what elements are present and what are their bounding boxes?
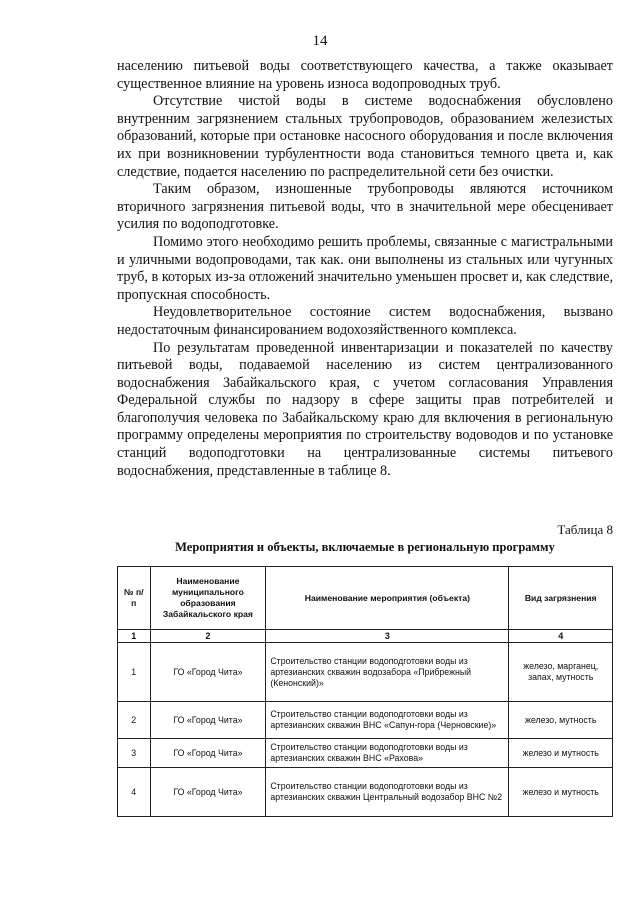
row-event: Строительство станции водоподготовки воды из артезианских скважин водозабора «Прибрежный (Кенонский)» bbox=[266, 643, 509, 702]
paragraph: По результатам проведенной инвентаризации и показателей по качеству питьевой воды, подаваемой населению из систем централизованного водоснабжения Забайкальского края, с учетом согласования Управления Федеральной службы по надзору в сфере защиты прав потребителей и благополучия человека по Забайкальскому краю для включения в региональную программу определены мероприятия по строительству водоводов и по установке станций водоподготовки на централизованные системы питьевого водоснабжения, представленные в таблице 8. bbox=[117, 339, 613, 479]
header-pollution: Вид загрязнения bbox=[509, 567, 613, 630]
row-pollution: железо, марганец, запах, мутность bbox=[509, 643, 613, 702]
table-row bbox=[118, 768, 613, 817]
column-number: 4 bbox=[509, 630, 613, 643]
column-number-row bbox=[118, 630, 613, 643]
events-table bbox=[117, 566, 613, 817]
column-number: 1 bbox=[118, 630, 151, 643]
header-municipality: Наименование муниципального образования Забайкальского края bbox=[150, 567, 266, 630]
column-number: 2 bbox=[150, 630, 266, 643]
row-num: 2 bbox=[118, 702, 151, 739]
header-num: № п/п bbox=[118, 567, 151, 630]
row-event: Строительство станции водоподготовки воды из артезианских скважин ВНС «Рахова» bbox=[266, 739, 509, 768]
paragraph: населению питьевой воды соответствующего качества, а также оказывает существенное влияние на уровень износа водопроводных труб. bbox=[117, 58, 613, 92]
table-header-row bbox=[118, 567, 613, 630]
header-event: Наименование мероприятия (объекта) bbox=[266, 567, 509, 630]
row-num: 4 bbox=[118, 768, 151, 817]
paragraph: Таким образом, изношенные трубопроводы являются источником вторичного загрязнения питьевой воды, что в значительной мере обесценивает усилия по водоподготовке. bbox=[117, 181, 613, 233]
row-pollution: железо и мутность bbox=[509, 739, 613, 768]
row-event: Строительство станции водоподготовки воды из артезианских скважин Центральный водозабор ВНС №2 bbox=[266, 768, 509, 817]
row-municipality: ГО «Город Чита» bbox=[150, 739, 266, 768]
table-row bbox=[118, 643, 613, 702]
table-row bbox=[118, 739, 613, 768]
row-pollution: железо, мутность bbox=[509, 702, 613, 739]
row-pollution: железо и мутность bbox=[509, 768, 613, 817]
row-municipality: ГО «Город Чита» bbox=[150, 768, 266, 817]
row-num: 1 bbox=[118, 643, 151, 702]
table-row bbox=[118, 702, 613, 739]
paragraph: Помимо этого необходимо решить проблемы, связанные с магистральными и уличными водопроводами, так как. они выполнены из стальных или чугунных труб, в которых из-за отложений значительно уменьшен просвет и, как следствие, пропускная способность. bbox=[117, 233, 613, 303]
row-event: Строительство станции водоподготовки воды из артезианских скважин ВНС «Сапун-гора (Черновские)» bbox=[266, 702, 509, 739]
row-municipality: ГО «Город Чита» bbox=[150, 702, 266, 739]
column-number: 3 bbox=[266, 630, 509, 643]
row-municipality: ГО «Город Чита» bbox=[150, 643, 266, 702]
table-label: Таблица 8 bbox=[557, 522, 613, 537]
body-text bbox=[117, 58, 613, 480]
paragraph: Отсутствие чистой воды в системе водоснабжения обусловлено внутренним загрязнением стальных трубопроводов, образованием железистых образований, которые при остановке насосного оборудования и после включения их при возникновении турбулентности вода становиться темного цвета и, как следствие, подается населению по распределительной сети без очистки. bbox=[117, 93, 613, 180]
page-number: 14 bbox=[312, 33, 328, 49]
row-num: 3 bbox=[118, 739, 151, 768]
table-title: Мероприятия и объекты, включаемые в региональную программу bbox=[175, 540, 555, 554]
paragraph: Неудовлетворительное состояние систем водоснабжения, вызвано недостаточным финансированием водохозяйственного комплекса. bbox=[117, 304, 613, 338]
